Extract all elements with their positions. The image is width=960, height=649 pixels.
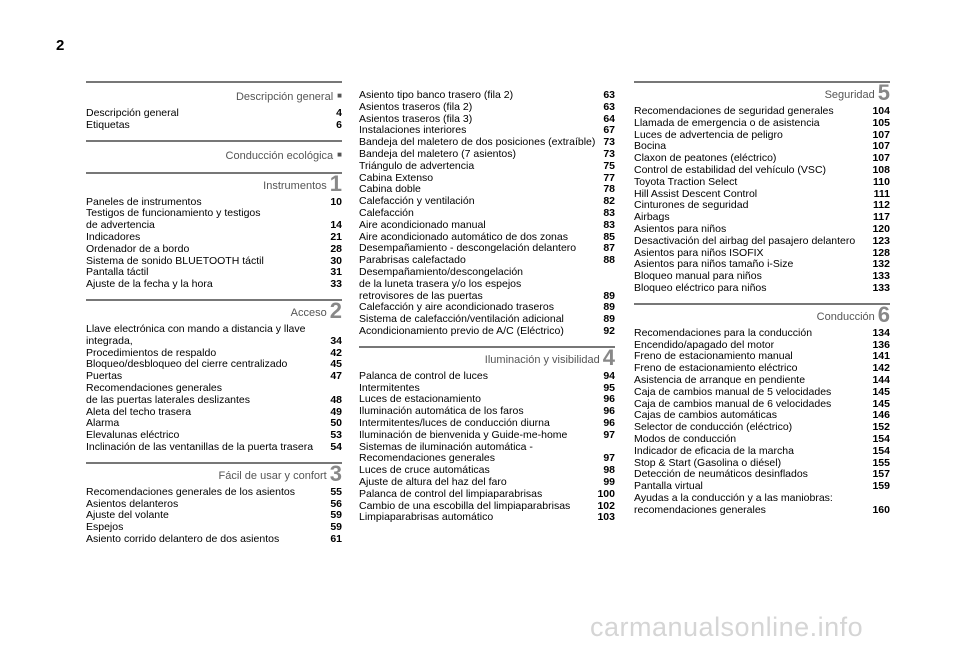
section-number: 1 [329,170,342,196]
entry-title: Paneles de instrumentos [86,195,202,208]
entry-title: Bandeja del maletero (7 asientos) [359,147,517,160]
toc-entry[interactable] [359,512,615,524]
toc-entry[interactable] [359,161,615,173]
toc-entry[interactable] [359,326,615,338]
section-header [359,346,615,368]
entry-page-number: 64 [603,112,615,125]
entry-page-number: 34 [330,334,342,347]
entry-page-number: 63 [603,89,615,101]
entry-title: Selector de conducción (eléctrico) [634,421,793,434]
entry-title: Pantalla táctil [86,266,149,279]
toc-column-1 [86,81,342,554]
entry-page-number: 155 [872,456,890,469]
entry-page-number: 67 [603,124,615,137]
toc-entry[interactable] [634,224,890,236]
entry-page-number: 154 [872,444,890,457]
toc-entry[interactable] [634,200,890,212]
toc-entry[interactable] [359,489,615,501]
entry-page-number: 89 [603,313,615,326]
toc-section [359,346,615,524]
entry-page-number: 98 [603,464,615,477]
entry-page-number: 145 [872,397,890,410]
entry-page-number: 42 [330,346,342,359]
entry-page-number: 154 [872,432,890,445]
entry-title: Triángulo de advertencia [359,159,475,172]
entry-page-number: 157 [872,468,890,481]
entry-page-number: 77 [603,171,615,184]
entry-title: Iluminación automática de los faros [359,405,524,418]
entry-title: Ajuste de la fecha y la hora [86,278,213,291]
entry-page-number: 111 [873,187,890,200]
entry-page-number: 95 [603,381,615,394]
toc-entry[interactable] [634,375,890,387]
entry-page-number: 96 [603,416,615,429]
entry-title: Testigos de funcionamiento y testigos de advertencia [86,207,261,232]
toc-entry-list [634,106,890,295]
toc-section [86,140,342,164]
entry-title: Recomendaciones para la conducción [634,326,813,339]
entry-page-number: 54 [330,440,342,453]
entry-page-number: 159 [872,480,890,493]
entry-title: Limpiaparabrisas automático [359,511,494,524]
entry-page-number: 6 [336,118,342,131]
entry-page-number: 146 [872,409,890,422]
entry-title: Toyota Traction Select [634,175,738,188]
entry-page-number: 152 [872,421,890,434]
entry-title: Aire acondicionado automático de dos zonas [359,230,568,243]
toc-column-2 [359,81,615,532]
entry-title: Llave electrónica con mando a distancia y llave integrada, [86,322,306,347]
entry-page-number: 10 [330,195,342,208]
section-header [634,303,890,325]
entry-title: Aleta del techo trasera [86,405,192,418]
toc-entry[interactable] [86,383,342,407]
entry-page-number: 75 [603,159,615,172]
entry-page-number: 160 [872,503,890,516]
entry-title: Modos de conducción [634,432,737,445]
toc-entry[interactable] [86,534,342,546]
toc-entry[interactable] [359,149,615,161]
toc-entry[interactable] [634,328,890,340]
entry-title: Airbags [634,211,670,224]
entry-title: Puertas [86,370,123,383]
entry-page-number: 104 [872,105,890,117]
entry-page-number: 96 [603,405,615,418]
entry-page-number: 73 [603,136,615,149]
entry-title: Recomendaciones de seguridad generales [634,105,834,117]
entry-title: Bandeja del maletero de dos posiciones (extraíble) [359,136,596,149]
toc-entry[interactable] [359,220,615,232]
toc-entry[interactable] [359,267,615,302]
entry-title: Asiento tipo banco trasero (fila 2) [359,89,514,101]
entry-title: Ajuste del volante [86,509,169,522]
entry-title: Alarma [86,417,120,430]
entry-page-number: 102 [597,499,615,512]
toc-entry[interactable] [634,493,890,517]
toc-entry[interactable] [634,130,890,142]
toc-entry[interactable] [634,446,890,458]
entry-page-number: 21 [330,230,342,243]
entry-title: Ajuste de altura del haz del faro [359,475,507,488]
toc-entry[interactable] [86,232,342,244]
entry-page-number: 123 [872,234,890,247]
entry-title: Encendido/apagado del motor [634,338,775,351]
watermark: carmanualsonline.info [590,612,864,642]
entry-page-number: 94 [603,369,615,382]
entry-page-number: 107 [872,140,890,153]
page-number: 2 [56,37,65,54]
section-header [86,81,342,105]
entry-page-number: 56 [330,497,342,510]
entry-title: Luces de advertencia de peligro [634,128,783,141]
entry-page-number: 103 [597,511,615,524]
section-square-icon: ■ [337,149,342,159]
entry-title: Asientos para niños [634,222,727,235]
entry-page-number: 89 [603,301,615,314]
section-title: Seguridad [824,89,875,101]
section-header [86,462,342,484]
entry-page-number: 97 [603,452,615,465]
entry-title: Calefacción y aire acondicionado traseros [359,301,554,314]
toc-entry[interactable] [359,477,615,489]
toc-entry[interactable] [359,418,615,430]
entry-page-number: 134 [872,326,890,339]
toc-entry[interactable] [86,487,342,499]
entry-page-number: 112 [873,199,890,212]
toc-entry-list [86,108,342,132]
entry-page-number: 28 [330,242,342,255]
section-number: 4 [602,344,615,370]
toc-entry-list [86,324,342,454]
toc-entry[interactable] [359,442,615,466]
entry-page-number: 85 [603,230,615,243]
entry-title: Llamada de emergencia o de asistencia [634,116,820,129]
entry-page-number: 141 [872,350,890,363]
entry-title: Caja de cambios manual de 6 velocidades [634,397,832,410]
toc-section [86,81,342,132]
entry-page-number: 96 [603,393,615,406]
entry-title: Asientos para niños tamaño i-Size [634,258,794,271]
entry-page-number: 63 [603,100,615,113]
toc-entry[interactable] [86,324,342,348]
entry-title: Sistema de sonido BLUETOOTH táctil [86,254,264,267]
section-square-icon: ■ [337,91,342,100]
entry-title: Instalaciones interiores [359,124,467,137]
entry-page-number: 110 [873,175,890,188]
entry-page-number: 82 [603,195,615,208]
entry-title: Palanca de control de luces [359,369,488,382]
entry-page-number: 45 [330,358,342,371]
entry-title: Luces de estacionamiento [359,393,481,406]
toc-entry[interactable] [86,279,342,291]
entry-title: Asientos traseros (fila 2) [359,100,473,113]
entry-title: Recomendaciones generales de las puertas laterales deslizantes [86,381,251,406]
toc-entry[interactable] [634,118,890,130]
entry-page-number: 99 [603,475,615,488]
entry-title: Asientos para niños ISOFIX [634,246,764,259]
entry-title: Asientos traseros (fila 3) [359,112,473,125]
toc-entry[interactable] [86,208,342,232]
toc-entry[interactable] [634,177,890,189]
entry-title: Iluminación de bienvenida y Guide-me-home [359,428,568,441]
section-number: 3 [329,460,342,486]
entry-title: Freno de estacionamiento eléctrico [634,362,798,375]
entry-page-number: 128 [872,246,890,259]
entry-page-number: 53 [330,429,342,442]
entry-page-number: 61 [330,532,342,545]
entry-page-number: 136 [872,338,890,351]
entry-page-number: 83 [603,218,615,231]
entry-title: Desempañamiento - descongelación delantero [359,242,577,255]
section-title: Conducción [816,310,875,323]
entry-page-number: 31 [330,266,342,279]
entry-title: Freno de estacionamiento manual [634,350,793,363]
entry-title: Calefacción y ventilación [359,195,475,208]
entry-page-number: 142 [872,362,890,375]
entry-page-number: 100 [597,487,615,500]
entry-title: Hill Assist Descent Control [634,187,758,200]
entry-title: Cambio de una escobilla del limpiaparabrisas [359,499,571,512]
entry-title: Caja de cambios manual de 5 velocidades [634,385,832,398]
entry-title: Detección de neumáticos desinflados [634,468,808,481]
entry-page-number: 14 [330,219,342,232]
entry-page-number: 59 [330,509,342,522]
section-header [86,140,342,164]
entry-page-number: 133 [872,281,890,294]
toc-entry-list [86,487,342,546]
entry-title: Bloqueo/desbloqueo del cierre centralizado [86,358,288,371]
entry-page-number: 144 [872,373,890,386]
section-title: Descripción general [235,91,334,103]
entry-title: Indicador de eficacia de la marcha [634,444,794,457]
entry-page-number: 107 [872,152,890,165]
toc-section [359,90,615,338]
toc-entry[interactable] [86,120,342,132]
toc-entry-list [634,328,890,517]
section-title: Iluminación y visibilidad [484,353,600,366]
toc-section [86,299,342,454]
entry-title: Control de estabilidad del vehículo (VSC) [634,163,827,176]
toc-entry-list [359,90,615,338]
entry-page-number: 89 [603,289,615,302]
entry-title: Luces de cruce automáticas [359,464,490,477]
toc-section [86,172,342,291]
entry-title: Calefacción [359,206,414,219]
entry-page-number: 132 [872,258,890,271]
toc-entry-list [359,371,615,524]
entry-title: Desactivación del airbag del pasajero delantero [634,234,856,247]
entry-title: Stop & Start (Gasolina o diésel) [634,456,782,469]
entry-page-number: 55 [330,485,342,498]
entry-title: Asistencia de arranque en pendiente [634,373,806,386]
toc-entry[interactable] [634,236,890,248]
entry-title: Inclinación de las ventanillas de la puerta trasera [86,440,314,453]
section-header [86,299,342,321]
entry-page-number: 107 [872,128,890,141]
entry-title: Etiquetas [86,118,130,131]
toc-entry[interactable] [359,208,615,220]
entry-title: Cabina Extenso [359,171,434,184]
entry-title: Claxon de peatones (eléctrico) [634,152,777,165]
entry-page-number: 97 [603,428,615,441]
section-number: 5 [877,80,890,105]
entry-page-number: 78 [603,183,615,196]
entry-title: Sistema de calefacción/ventilación adicional [359,313,564,326]
section-header [634,81,890,103]
entry-title: Bloqueo eléctrico para niños [634,281,767,294]
entry-title: Indicadores [86,230,141,243]
toc-entry[interactable] [634,283,890,295]
toc-entry[interactable] [359,371,615,383]
entry-title: Pantalla virtual [634,480,703,493]
entry-title: Cajas de cambios automáticas [634,409,777,422]
entry-title: Palanca de control del limpiaparabrisas [359,487,543,500]
entry-page-number: 73 [603,147,615,160]
toc-entry[interactable] [359,102,615,114]
entry-title: Acondicionamiento previo de A/C (Eléctrico) [359,324,564,337]
entry-title: Desempañamiento/descongelación de la luneta trasera y/o los espejos retrovisores de las puertas [359,265,524,302]
entry-title: Asientos delanteros [86,497,179,510]
entry-page-number: 48 [330,393,342,406]
entry-title: Descripción general [86,107,179,119]
entry-title: Bloqueo manual para niños [634,270,762,283]
entry-page-number: 145 [872,385,890,398]
section-number: 2 [329,297,342,323]
toc-entry[interactable] [634,387,890,399]
entry-page-number: 33 [330,278,342,291]
section-title: Conducción ecológica [225,149,334,162]
entry-page-number: 47 [330,370,342,383]
entry-title: Procedimientos de respaldo [86,346,217,359]
entry-title: Parabrisas calefactado [359,254,466,267]
toc-column-3 [634,81,890,525]
entry-title: Elevalunas eléctrico [86,429,180,442]
entry-page-number: 87 [603,242,615,255]
entry-title: Cinturones de seguridad [634,199,749,212]
toc-entry[interactable] [634,434,890,446]
toc-entry[interactable] [86,244,342,256]
entry-page-number: 49 [330,405,342,418]
toc-section [634,81,890,295]
entry-page-number: 59 [330,521,342,534]
entry-title: Ayudas a la conducción y a las maniobras: recomendaciones generales [634,491,833,516]
toc-section [86,462,342,546]
entry-page-number: 105 [872,116,890,129]
toc-entry[interactable] [359,430,615,442]
entry-page-number: 133 [872,270,890,283]
entry-title: Intermitentes [359,381,420,394]
section-title: Instrumentos [263,179,327,192]
toc-entry[interactable] [86,442,342,454]
section-title: Acceso [290,306,327,319]
entry-title: Asiento corrido delantero de dos asientos [86,532,280,545]
toc-entry[interactable] [86,359,342,371]
entry-title: Sistemas de iluminación automática - Recomendaciones generales [359,440,533,465]
entry-page-number: 30 [330,254,342,267]
section-number: 6 [877,301,890,327]
entry-page-number: 120 [872,222,890,235]
entry-title: Cabina doble [359,183,421,196]
entry-title: Ordenador de a bordo [86,242,190,255]
entry-title: Aire acondicionado manual [359,218,486,231]
entry-page-number: 108 [872,163,890,176]
entry-page-number: 117 [873,211,890,224]
entry-page-number: 4 [336,107,342,119]
entry-page-number: 50 [330,417,342,430]
entry-title: Intermitentes/luces de conducción diurna [359,416,550,429]
entry-page-number: 83 [603,206,615,219]
entry-title: Bocina [634,140,667,153]
toc-entry[interactable] [634,165,890,177]
entry-page-number: 88 [603,254,615,267]
toc-entry-list [86,197,342,291]
toc-entry[interactable] [86,510,342,522]
entry-title: Espejos [86,521,124,534]
entry-page-number: 92 [603,324,615,337]
entry-title: Recomendaciones generales de los asientos [86,485,295,498]
section-title: Fácil de usar y confort [218,469,327,482]
toc-section [634,303,890,517]
toc-entry[interactable] [86,407,342,419]
section-header [86,172,342,194]
